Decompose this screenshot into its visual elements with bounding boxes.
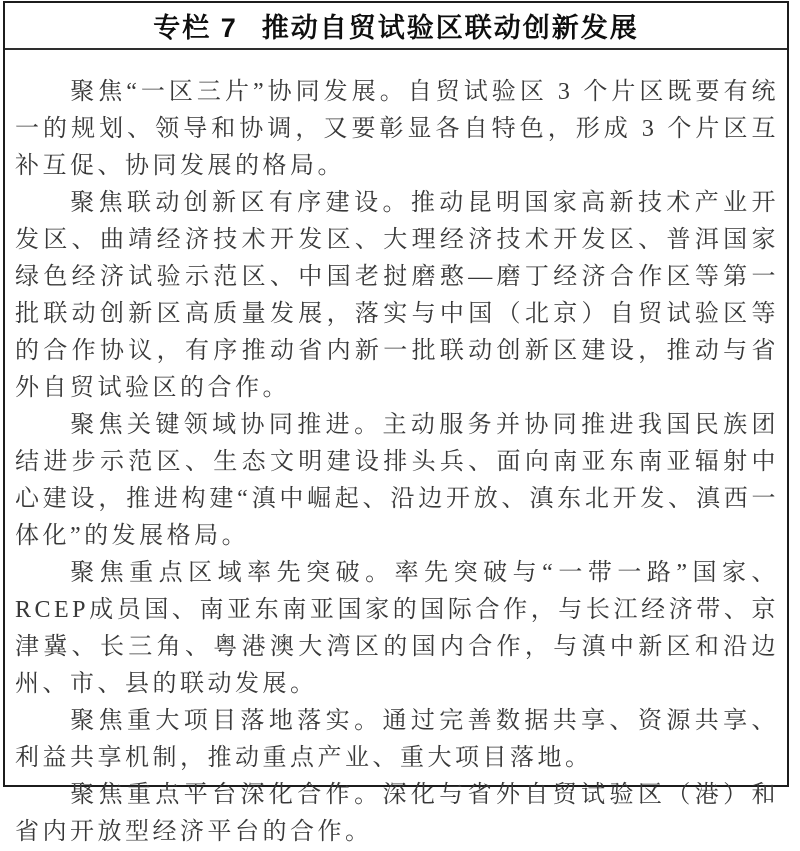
paragraph-key-fields-coordination: 聚焦关键领域协同推进。主动服务并协同推进我国民族团结进步示范区、生态文明建设排头兵、面向南亚东南亚辐射中心建设，推进构建“滇中崛起、沿边开放、滇东北开发、滇西一体化”的发展格局。 [15, 412, 779, 549]
paragraph-focus-one-zone-three-areas: 聚焦“一区三片”协同发展。自贸试验区 3 个片区既要有统一的规划、领导和协调，又要彰显各自特色，形成 3 个片区互补互促、协同发展的格局。 [15, 79, 779, 179]
paragraph-key-platforms-cooperation: 聚焦重点平台深化合作。深化与省外自贸试验区（港）和省内开放型经济平台的合作。 [15, 782, 779, 845]
paragraph-key-regions-breakthrough: 聚焦重点区域率先突破。率先突破与“一带一路”国家、RCEP成员国、南亚东南亚国家的国际合作，与长江经济带、京津冀、长三角、粤港澳大湾区的国内合作，与滇中新区和沿边州、市、县的联动发展。 [15, 560, 779, 697]
paragraph-major-projects-implementation: 聚焦重大项目落地落实。通过完善数据共享、资源共享、利益共享机制，推动重点产业、重大项目落地。 [15, 708, 779, 771]
panel-title [153, 6, 639, 45]
column-7-panel [3, 1, 789, 845]
panel-title-text: 推动自贸试验区联动创新发展 [261, 13, 639, 43]
paragraph-linkage-innovation-zones: 聚焦联动创新区有序建设。推动昆明国家高新技术产业开发区、曲靖经济技术开发区、大理经济技术开发区、普洱国家绿色经济试验示范区、中国老挝磨憨—磨丁经济合作区等第一批联动创新区高质量发展，落实与中国（北京）自贸试验区等的合作协议，有序推动省内新一批联动创新区建设，推动与省外自贸试验区的合作。 [15, 190, 779, 401]
panel-body [5, 50, 787, 851]
panel-header [5, 3, 787, 50]
panel-title-label: 专栏 7 [153, 13, 238, 43]
